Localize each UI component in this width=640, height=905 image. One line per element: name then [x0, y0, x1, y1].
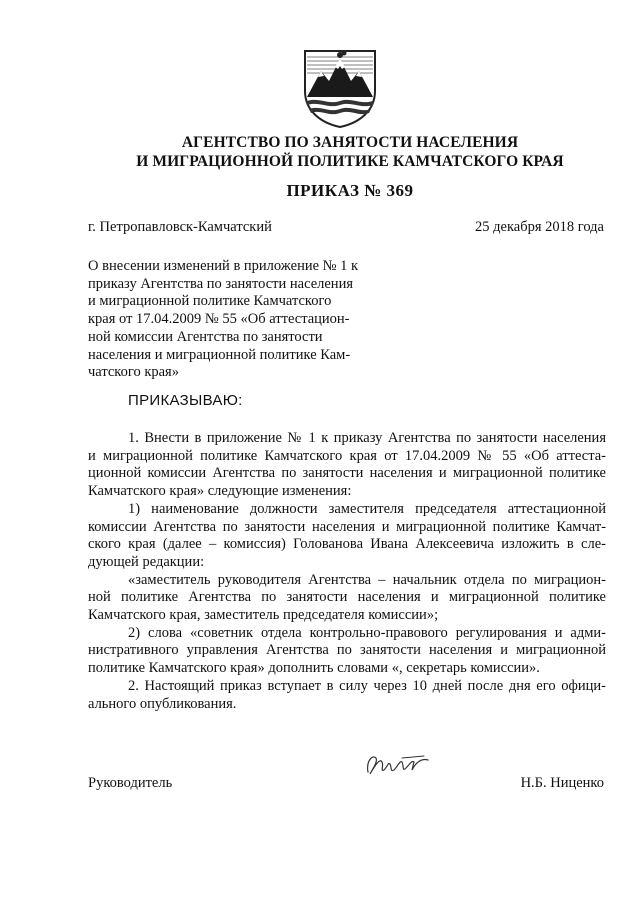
- body-line: 2) слова «советник отдела контрольно-правового регулирования и адми-: [128, 624, 606, 641]
- kamchatka-coat-of-arms-icon: [299, 47, 381, 129]
- body-line: и миграционной политике Камчатского края от 17.04.2009 № 55 «Об аттеста-: [88, 447, 606, 464]
- body-line: дующей редакции:: [88, 553, 205, 570]
- subject-line: приказу Агентства по занятости населения: [88, 275, 354, 292]
- body-line: ционной комиссии Агентства по занятости населения и миграционной политике: [88, 465, 606, 482]
- body-line: политике Камчатского края» дополнить словами «, секретарь комиссии».: [88, 660, 540, 677]
- signatory-name: Н.Б. Ниценко: [520, 775, 604, 791]
- order-date: 25 декабря 2018 года: [475, 219, 604, 235]
- body-line: 2. Настоящий приказ вступает в силу через 10 дней после дня его офици-: [128, 677, 606, 694]
- subject-line: населения и миграционной политике Кам-: [88, 346, 351, 363]
- subject-line: чатского края»: [88, 364, 179, 381]
- order-body: [88, 430, 606, 713]
- agency-name: [60, 133, 640, 171]
- body-line: ной политике Агентства по занятости населения и миграционной политике: [88, 589, 606, 606]
- body-line: 1) наименование должности заместителя председателя аттестационной: [128, 500, 606, 517]
- order-subject: [88, 258, 376, 382]
- body-line: Камчатского края, заместитель председателя комиссии»;: [88, 607, 439, 624]
- city: г. Петропавловск-Камчатский: [88, 219, 272, 235]
- order-title: ПРИКАЗ № 369: [286, 181, 414, 200]
- body-line: «заместитель руководителя Агентства – начальник отдела по миграцион-: [128, 571, 606, 588]
- body-line: нистративного управления Агентства по занятости населения и миграционной: [88, 642, 606, 659]
- handwritten-signature: [362, 748, 432, 780]
- decree-word: ПРИКАЗЫВАЮ:: [128, 392, 243, 409]
- body-line: ского края (далее – комиссия) Голованова Ивана Алексеевича изложить в сле-: [88, 536, 606, 553]
- subject-line: О внесении изменений в приложение № 1 к: [88, 258, 359, 274]
- body-line: Камчатского края» следующие изменения:: [88, 483, 352, 500]
- agency-name-line-1: АГЕНТСТВО ПО ЗАНЯТОСТИ НАСЕЛЕНИЯ: [181, 134, 519, 151]
- agency-name-line-2: И МИГРАЦИОННОЙ ПОЛИТИКЕ КАМЧАТСКОГО КРАЯ: [136, 153, 564, 170]
- body-line: 1. Внести в приложение № 1 к приказу Агентства по занятости населения: [128, 430, 606, 446]
- body-line: комиссии Агентства по занятости населения и миграционной политике Камчат-: [88, 518, 606, 535]
- subject-line: и миграционной политике Камчатского: [88, 293, 332, 310]
- subject-line: края от 17.04.2009 № 55 «Об аттестацион-: [88, 311, 350, 328]
- signatory-role: Руководитель: [88, 775, 173, 791]
- subject-line: ной комиссии Агентства по занятости: [88, 328, 323, 345]
- body-line: ального опубликования.: [88, 695, 237, 712]
